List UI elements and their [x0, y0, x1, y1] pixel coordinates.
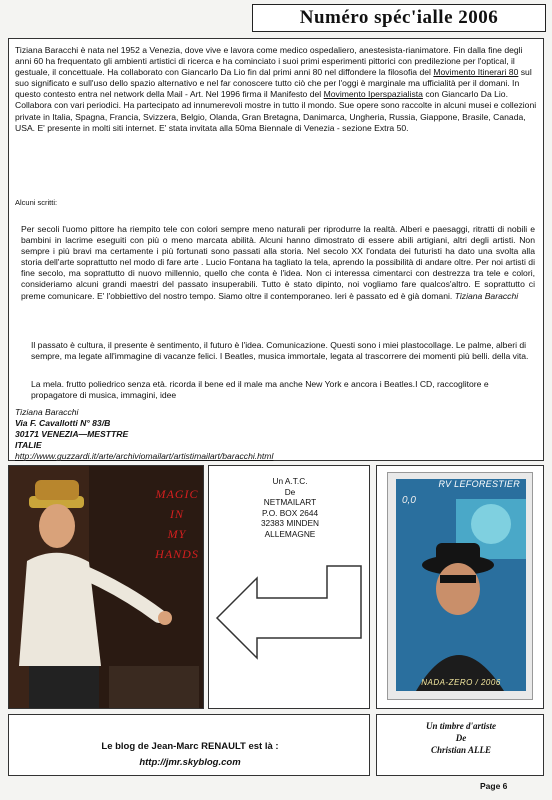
credit-line-1: Un timbre d'artiste: [425, 721, 496, 731]
arrow-icon: [209, 466, 371, 710]
atc-line-1: Un A.T.C.: [272, 476, 308, 486]
blog-label: Le blog de Jean-Marc RENAULT est là :: [101, 741, 279, 752]
artist-address: [15, 407, 535, 462]
address-name: Tiziana Baracchi: [15, 407, 79, 417]
atc-line-6: ALLEMAGNE: [264, 528, 316, 539]
stamp-panel: [376, 465, 544, 709]
credit-line-2: De: [455, 733, 467, 743]
writing-paragraph-1: [21, 224, 535, 302]
address-country: ITALIE: [15, 440, 42, 450]
link-movimento-itinerari[interactable]: Movimento Itinerari 80: [433, 67, 519, 78]
blog-url-link[interactable]: http://jmr.skyblog.com: [139, 757, 241, 768]
writing-signature: Tiziana Baracchi: [454, 290, 519, 301]
address-street: Via F. Cavallotti N° 83/B: [15, 418, 111, 428]
stamp-name: RV LEFORESTIER: [438, 479, 520, 489]
stamp-caption: NADA-ZERO / 2006: [421, 678, 501, 687]
writings-label: Alcuni scritti:: [15, 198, 58, 207]
stamp-value: 0,0: [402, 495, 416, 506]
magic-caption: [149, 484, 204, 564]
magic-photo: [8, 465, 204, 709]
magic-line-2: IN: [170, 507, 184, 521]
magic-line-1: MAGIC: [155, 487, 199, 501]
page-title: Numéro spéc'ialle 2006: [299, 7, 499, 28]
article-frame: [8, 38, 544, 461]
atc-line-4: P.O. BOX 2644: [261, 507, 319, 518]
stamp-image: [396, 479, 526, 691]
blog-panel: [8, 714, 370, 776]
bio-paragraph: [15, 45, 537, 134]
credit-panel: [376, 714, 544, 776]
bio-text-3: con Giancarlo Da Lio. Collabora con vari periodici. Ha partecipato ad innumerevoli mostre in tutto il mondo. Sue opere sono raccolte in alcuni musei e collezioni private in Italia, Spagna, Francia, Svizzera, Belgio, Olanda, Gran Bretagna, Danimarca, Ungheria, Russia, Giappone, Brasile, Canada, USA. E' presente in molti siti internet. E' stata invitata alla 50ma Biennale di Venezia - sezione Extra 50.: [15, 89, 537, 133]
artist-stamp: [387, 472, 533, 700]
address-city: 30171 VENEZIA—MESTTRE: [15, 429, 129, 439]
link-movimento-iperspazialista[interactable]: Movimento Iperspazialista: [323, 89, 423, 100]
writing-paragraph-3: La mela. frutto poliedrico senza età. ricorda il bene ed il male ma anche New York e ancora i Beatles.I CD, raccoglitore e propagatore di musica, immagini, idee: [31, 379, 489, 401]
atc-panel: [208, 465, 370, 709]
writing-paragraph-1-text: Per secoli l'uomo pittore ha riempito tele con colori sempre meno naturali per riprodurre la realtà. Alberi e paesaggi, ritratti di nobili e bambini in lacrime eseguiti con più o meno marcata abilità. Alcuni hanno dimostrato di essere abili artigiani, altri degli artisti. Non sempre i più bravi ma certamente i più fortunati sono passati alla storia. Nel secolo XX l'ondata dei futuristi ha dato una svolta alla storia dell'arte soprattutto nel modo di fare arte . Lucio Fontana ha tagliato la tela, aprendo la possibilità di andare oltre. Per noi artisti di fine secolo, ma soprattutto di nuovo millennio, quello che conta è l'idea. Non ci interessa cimentarci con destrezza tra tele e colori, consideriamo alcuni grandi maestri del passato insuperabili. Tutto è stato dipinto, noi vogliamo fare qualcos'altro. E soprattutto ci preme comunicare. E' l'obbiettivo del nostro tempo. Siamo oltre il contemporaneo. Ieri è passato ed è già domani.: [21, 224, 535, 301]
credit-line-3: Christian ALLE: [431, 745, 491, 755]
atc-line-3: NETMAILART: [263, 497, 317, 507]
bio-text-2: sul suo significato e sull'uso dello spazio alternativo e nel far conoscere tutto ciò che per l'oggi è marginale ma ufficialità per il domani. In questo contesto entra nel network della Mail - Art. Nel 1996 firma il Manifesto del: [15, 67, 532, 100]
magic-line-3: MY: [167, 527, 187, 541]
magic-line-4: HANDS: [155, 547, 199, 561]
bio-text-1: Tiziana Baracchi è nata nel 1952 a Venezia, dove vive e lavora come medico ospedaliero, anestesista-rianimatore. Fin dalla fine degli anni 60 ha frequentato gli ambienti artistici di ricerca e ha cominciato i suoi primi esperimenti pittorici con predilezione per l'optical, il gestuale, il concettuale. Ha collaborato con Giancarlo Da Lio fin dal primi anni 80 nel diffondere la filosofia del: [15, 45, 523, 78]
header-box: [252, 4, 546, 32]
page-number: Page 6: [480, 781, 508, 791]
atc-line-2: De: [284, 486, 296, 497]
atc-line-5: 32383 MINDEN: [260, 518, 320, 528]
address-url-link[interactable]: http://www.guzzardi.it/arte/archiviomailart/artistimailart/baracchi.html: [15, 451, 274, 461]
stamp-portrait: [396, 479, 526, 691]
writing-paragraph-2: Il passato è cultura, il presente è sentimento, il futuro è l'idea. Comunicazione. Questi sono i miei plastocollage. Le palme, alberi di sempre, ma legate all'immagine di vacanze felici. I Beatles, musica immortale, legata al trascorrere dei momenti più belli. della vita.: [31, 340, 529, 362]
